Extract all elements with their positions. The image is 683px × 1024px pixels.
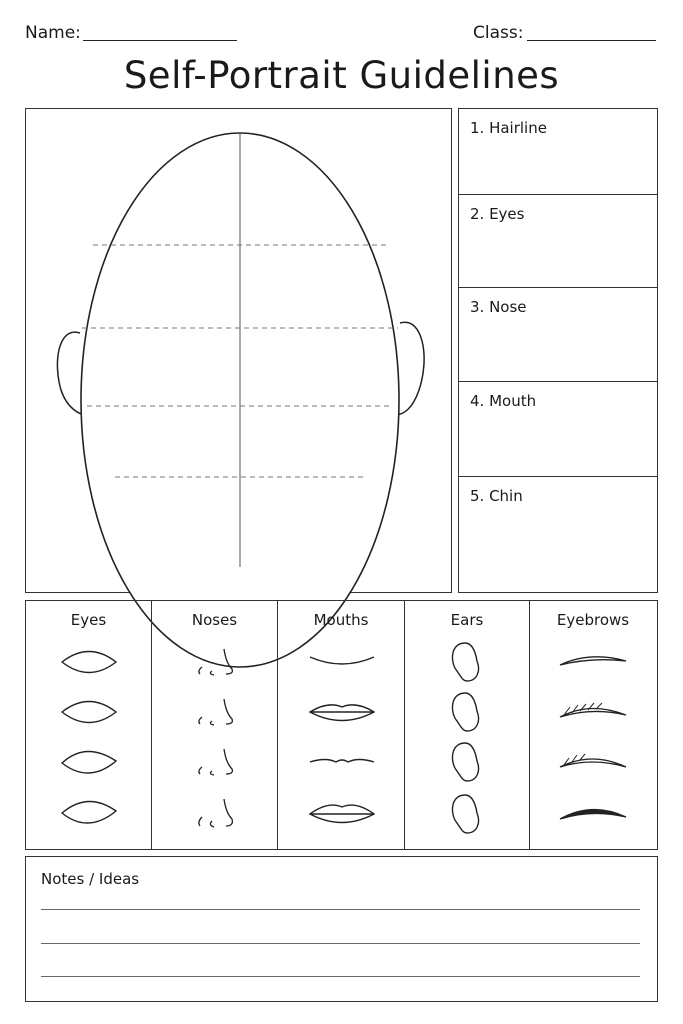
ear-icon [405,641,530,841]
notes-label: Notes / Ideas [41,870,140,888]
guidelines-box [458,108,658,593]
mouth-icon [278,641,405,841]
mouths-column [278,601,405,849]
eyes-column [26,601,152,849]
guide-eyes [459,195,657,288]
features-box [25,600,658,850]
guide-label: 3. Nose [470,298,527,316]
guide-label: 5. Chin [470,487,523,505]
face-outline-icon [25,108,452,593]
guide-mouth [459,382,657,477]
notes-box [25,856,658,1002]
ears-column [405,601,530,849]
eyebrows-column [530,601,656,849]
guide-label: 4. Mouth [470,392,537,410]
guide-label: 1. Hairline [470,119,547,137]
guide-hairline [459,109,657,195]
guide-nose [459,288,657,382]
noses-column [152,601,278,849]
eyebrow-icon [530,641,656,841]
name-field[interactable] [83,40,237,41]
guide-label: 2. Eyes [470,205,525,223]
name-label: Name: [25,23,81,43]
column-heading: Mouths [313,611,369,629]
page-title: Self-Portrait Guidelines [123,54,560,97]
notes-line[interactable] [41,976,640,977]
column-heading: Noses [191,611,238,629]
guide-chin [459,477,657,591]
column-heading: Eyes [70,611,107,629]
notes-line[interactable] [41,943,640,944]
class-label: Class: [473,23,524,43]
nose-icon [152,641,278,841]
class-field[interactable] [527,40,656,41]
notes-line[interactable] [41,909,640,910]
column-heading: Eyebrows [556,611,630,629]
column-heading: Ears [450,611,484,629]
face-template-box [25,108,452,593]
eye-icon [26,641,152,841]
